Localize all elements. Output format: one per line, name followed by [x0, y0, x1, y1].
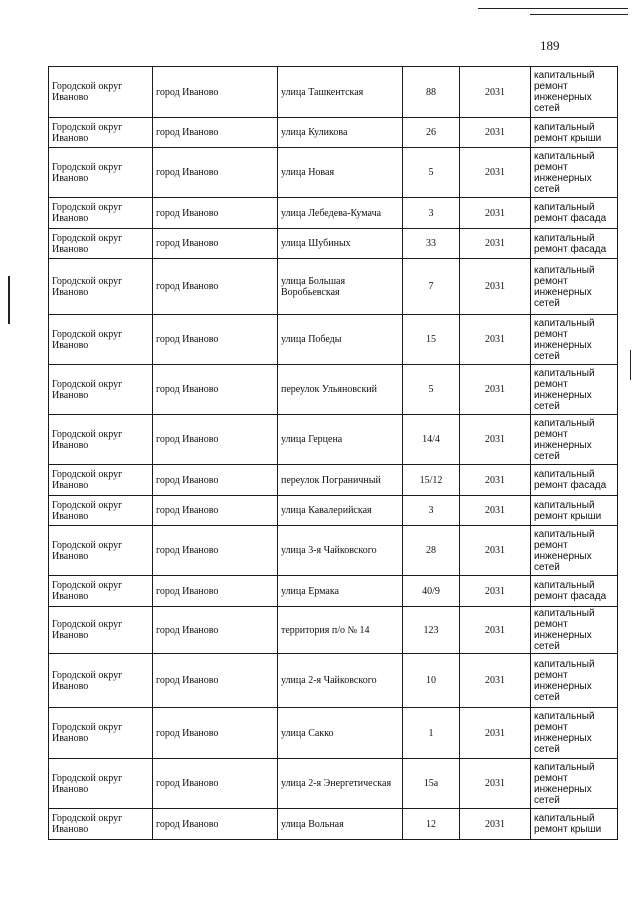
cell-street: улица Герцена	[278, 415, 403, 465]
cell-okrug: Городской округ Иваново	[49, 365, 153, 415]
cell-house-number: 3	[403, 198, 460, 229]
cell-okrug: Городской округ Иваново	[49, 118, 153, 148]
scan-line-left	[8, 276, 10, 324]
cell-work-type: капитальный ремонт крыши	[531, 809, 618, 840]
cell-street: улица Кавалерийская	[278, 496, 403, 526]
cell-house-number: 15/12	[403, 465, 460, 496]
cell-street: улица Победы	[278, 315, 403, 365]
cell-house-number: 15а	[403, 759, 460, 809]
cell-street: улица Большая Воробьевская	[278, 259, 403, 315]
cell-city: город Иваново	[153, 708, 278, 759]
cell-street: улица Шубиных	[278, 229, 403, 259]
cell-street: улица 2-я Энергетическая	[278, 759, 403, 809]
cell-okrug: Городской округ Иваново	[49, 759, 153, 809]
cell-house-number: 3	[403, 496, 460, 526]
table-row	[49, 759, 618, 809]
table-row	[49, 496, 618, 526]
cell-city: город Иваново	[153, 607, 278, 654]
cell-city: город Иваново	[153, 496, 278, 526]
table-body	[49, 67, 618, 840]
cell-year: 2031	[460, 526, 531, 576]
cell-city: город Иваново	[153, 415, 278, 465]
cell-okrug: Городской округ Иваново	[49, 809, 153, 840]
cell-street: улица 2-я Чайковского	[278, 654, 403, 708]
cell-okrug: Городской округ Иваново	[49, 67, 153, 118]
cell-city: город Иваново	[153, 198, 278, 229]
cell-okrug: Городской округ Иваново	[49, 229, 153, 259]
cell-house-number: 26	[403, 118, 460, 148]
cell-year: 2031	[460, 198, 531, 229]
cell-work-type: капитальный ремонт инженерных сетей	[531, 148, 618, 198]
cell-year: 2031	[460, 148, 531, 198]
cell-okrug: Городской округ Иваново	[49, 607, 153, 654]
table-row	[49, 198, 618, 229]
cell-work-type: капитальный ремонт инженерных сетей	[531, 708, 618, 759]
cell-house-number: 123	[403, 607, 460, 654]
cell-year: 2031	[460, 759, 531, 809]
cell-work-type: капитальный ремонт инженерных сетей	[531, 315, 618, 365]
scan-line-right	[630, 350, 631, 380]
cell-street: улица Новая	[278, 148, 403, 198]
cell-city: город Иваново	[153, 759, 278, 809]
cell-street: территория п/о № 14	[278, 607, 403, 654]
table-row	[49, 526, 618, 576]
cell-street: улица Сакко	[278, 708, 403, 759]
cell-okrug: Городской округ Иваново	[49, 198, 153, 229]
cell-city: город Иваново	[153, 809, 278, 840]
cell-house-number: 33	[403, 229, 460, 259]
cell-house-number: 5	[403, 365, 460, 415]
cell-city: город Иваново	[153, 576, 278, 607]
cell-okrug: Городской округ Иваново	[49, 708, 153, 759]
cell-street: переулок Ульяновский	[278, 365, 403, 415]
housing-repair-table	[48, 66, 618, 840]
cell-work-type: капитальный ремонт инженерных сетей	[531, 415, 618, 465]
cell-house-number: 1	[403, 708, 460, 759]
cell-city: город Иваново	[153, 315, 278, 365]
table-row	[49, 607, 618, 654]
cell-city: город Иваново	[153, 229, 278, 259]
cell-year: 2031	[460, 465, 531, 496]
cell-okrug: Городской округ Иваново	[49, 415, 153, 465]
cell-house-number: 14/4	[403, 415, 460, 465]
cell-city: город Иваново	[153, 365, 278, 415]
cell-city: город Иваново	[153, 259, 278, 315]
cell-house-number: 88	[403, 67, 460, 118]
cell-street: улица Ермака	[278, 576, 403, 607]
cell-year: 2031	[460, 118, 531, 148]
scan-line-top-1	[478, 8, 628, 9]
cell-work-type: капитальный ремонт инженерных сетей	[531, 365, 618, 415]
table-row	[49, 809, 618, 840]
cell-work-type: капитальный ремонт фасада	[531, 576, 618, 607]
cell-work-type: капитальный ремонт фасада	[531, 198, 618, 229]
cell-year: 2031	[460, 607, 531, 654]
table-row	[49, 315, 618, 365]
cell-street: улица Куликова	[278, 118, 403, 148]
cell-okrug: Городской округ Иваново	[49, 526, 153, 576]
cell-year: 2031	[460, 708, 531, 759]
table-row	[49, 148, 618, 198]
cell-work-type: капитальный ремонт фасада	[531, 465, 618, 496]
cell-okrug: Городской округ Иваново	[49, 315, 153, 365]
cell-house-number: 40/9	[403, 576, 460, 607]
table-row	[49, 229, 618, 259]
cell-work-type: капитальный ремонт инженерных сетей	[531, 759, 618, 809]
cell-okrug: Городской округ Иваново	[49, 496, 153, 526]
cell-year: 2031	[460, 365, 531, 415]
cell-house-number: 5	[403, 148, 460, 198]
cell-work-type: капитальный ремонт инженерных сетей	[531, 526, 618, 576]
page-number: 189	[540, 38, 560, 53]
cell-house-number: 15	[403, 315, 460, 365]
cell-city: город Иваново	[153, 465, 278, 496]
table-row	[49, 654, 618, 708]
cell-city: город Иваново	[153, 526, 278, 576]
cell-street: улица Лебедева-Кумача	[278, 198, 403, 229]
cell-work-type: капитальный ремонт инженерных сетей	[531, 607, 618, 654]
cell-work-type: капитальный ремонт крыши	[531, 118, 618, 148]
cell-street: улица 3-я Чайковского	[278, 526, 403, 576]
cell-city: город Иваново	[153, 148, 278, 198]
cell-year: 2031	[460, 415, 531, 465]
cell-okrug: Городской округ Иваново	[49, 465, 153, 496]
cell-house-number: 28	[403, 526, 460, 576]
cell-city: город Иваново	[153, 118, 278, 148]
cell-okrug: Городской округ Иваново	[49, 576, 153, 607]
table-row	[49, 67, 618, 118]
cell-work-type: капитальный ремонт инженерных сетей	[531, 259, 618, 315]
table-row	[49, 259, 618, 315]
cell-okrug: Городской округ Иваново	[49, 148, 153, 198]
cell-work-type: капитальный ремонт фасада	[531, 229, 618, 259]
cell-year: 2031	[460, 496, 531, 526]
cell-year: 2031	[460, 576, 531, 607]
table-row	[49, 415, 618, 465]
cell-okrug: Городской округ Иваново	[49, 259, 153, 315]
cell-work-type: капитальный ремонт инженерных сетей	[531, 654, 618, 708]
cell-okrug: Городской округ Иваново	[49, 654, 153, 708]
cell-work-type: капитальный ремонт крыши	[531, 496, 618, 526]
table-row	[49, 365, 618, 415]
cell-house-number: 10	[403, 654, 460, 708]
cell-year: 2031	[460, 67, 531, 118]
cell-year: 2031	[460, 229, 531, 259]
cell-street: переулок Пограничный	[278, 465, 403, 496]
cell-house-number: 7	[403, 259, 460, 315]
cell-city: город Иваново	[153, 654, 278, 708]
table-row	[49, 576, 618, 607]
cell-house-number: 12	[403, 809, 460, 840]
table-row	[49, 708, 618, 759]
table-row	[49, 118, 618, 148]
table-row	[49, 465, 618, 496]
cell-year: 2031	[460, 259, 531, 315]
cell-street: улица Ташкентская	[278, 67, 403, 118]
cell-year: 2031	[460, 809, 531, 840]
cell-city: город Иваново	[153, 67, 278, 118]
cell-year: 2031	[460, 315, 531, 365]
cell-street: улица Вольная	[278, 809, 403, 840]
scan-line-top-2	[530, 14, 628, 15]
cell-year: 2031	[460, 654, 531, 708]
cell-work-type: капитальный ремонт инженерных сетей	[531, 67, 618, 118]
